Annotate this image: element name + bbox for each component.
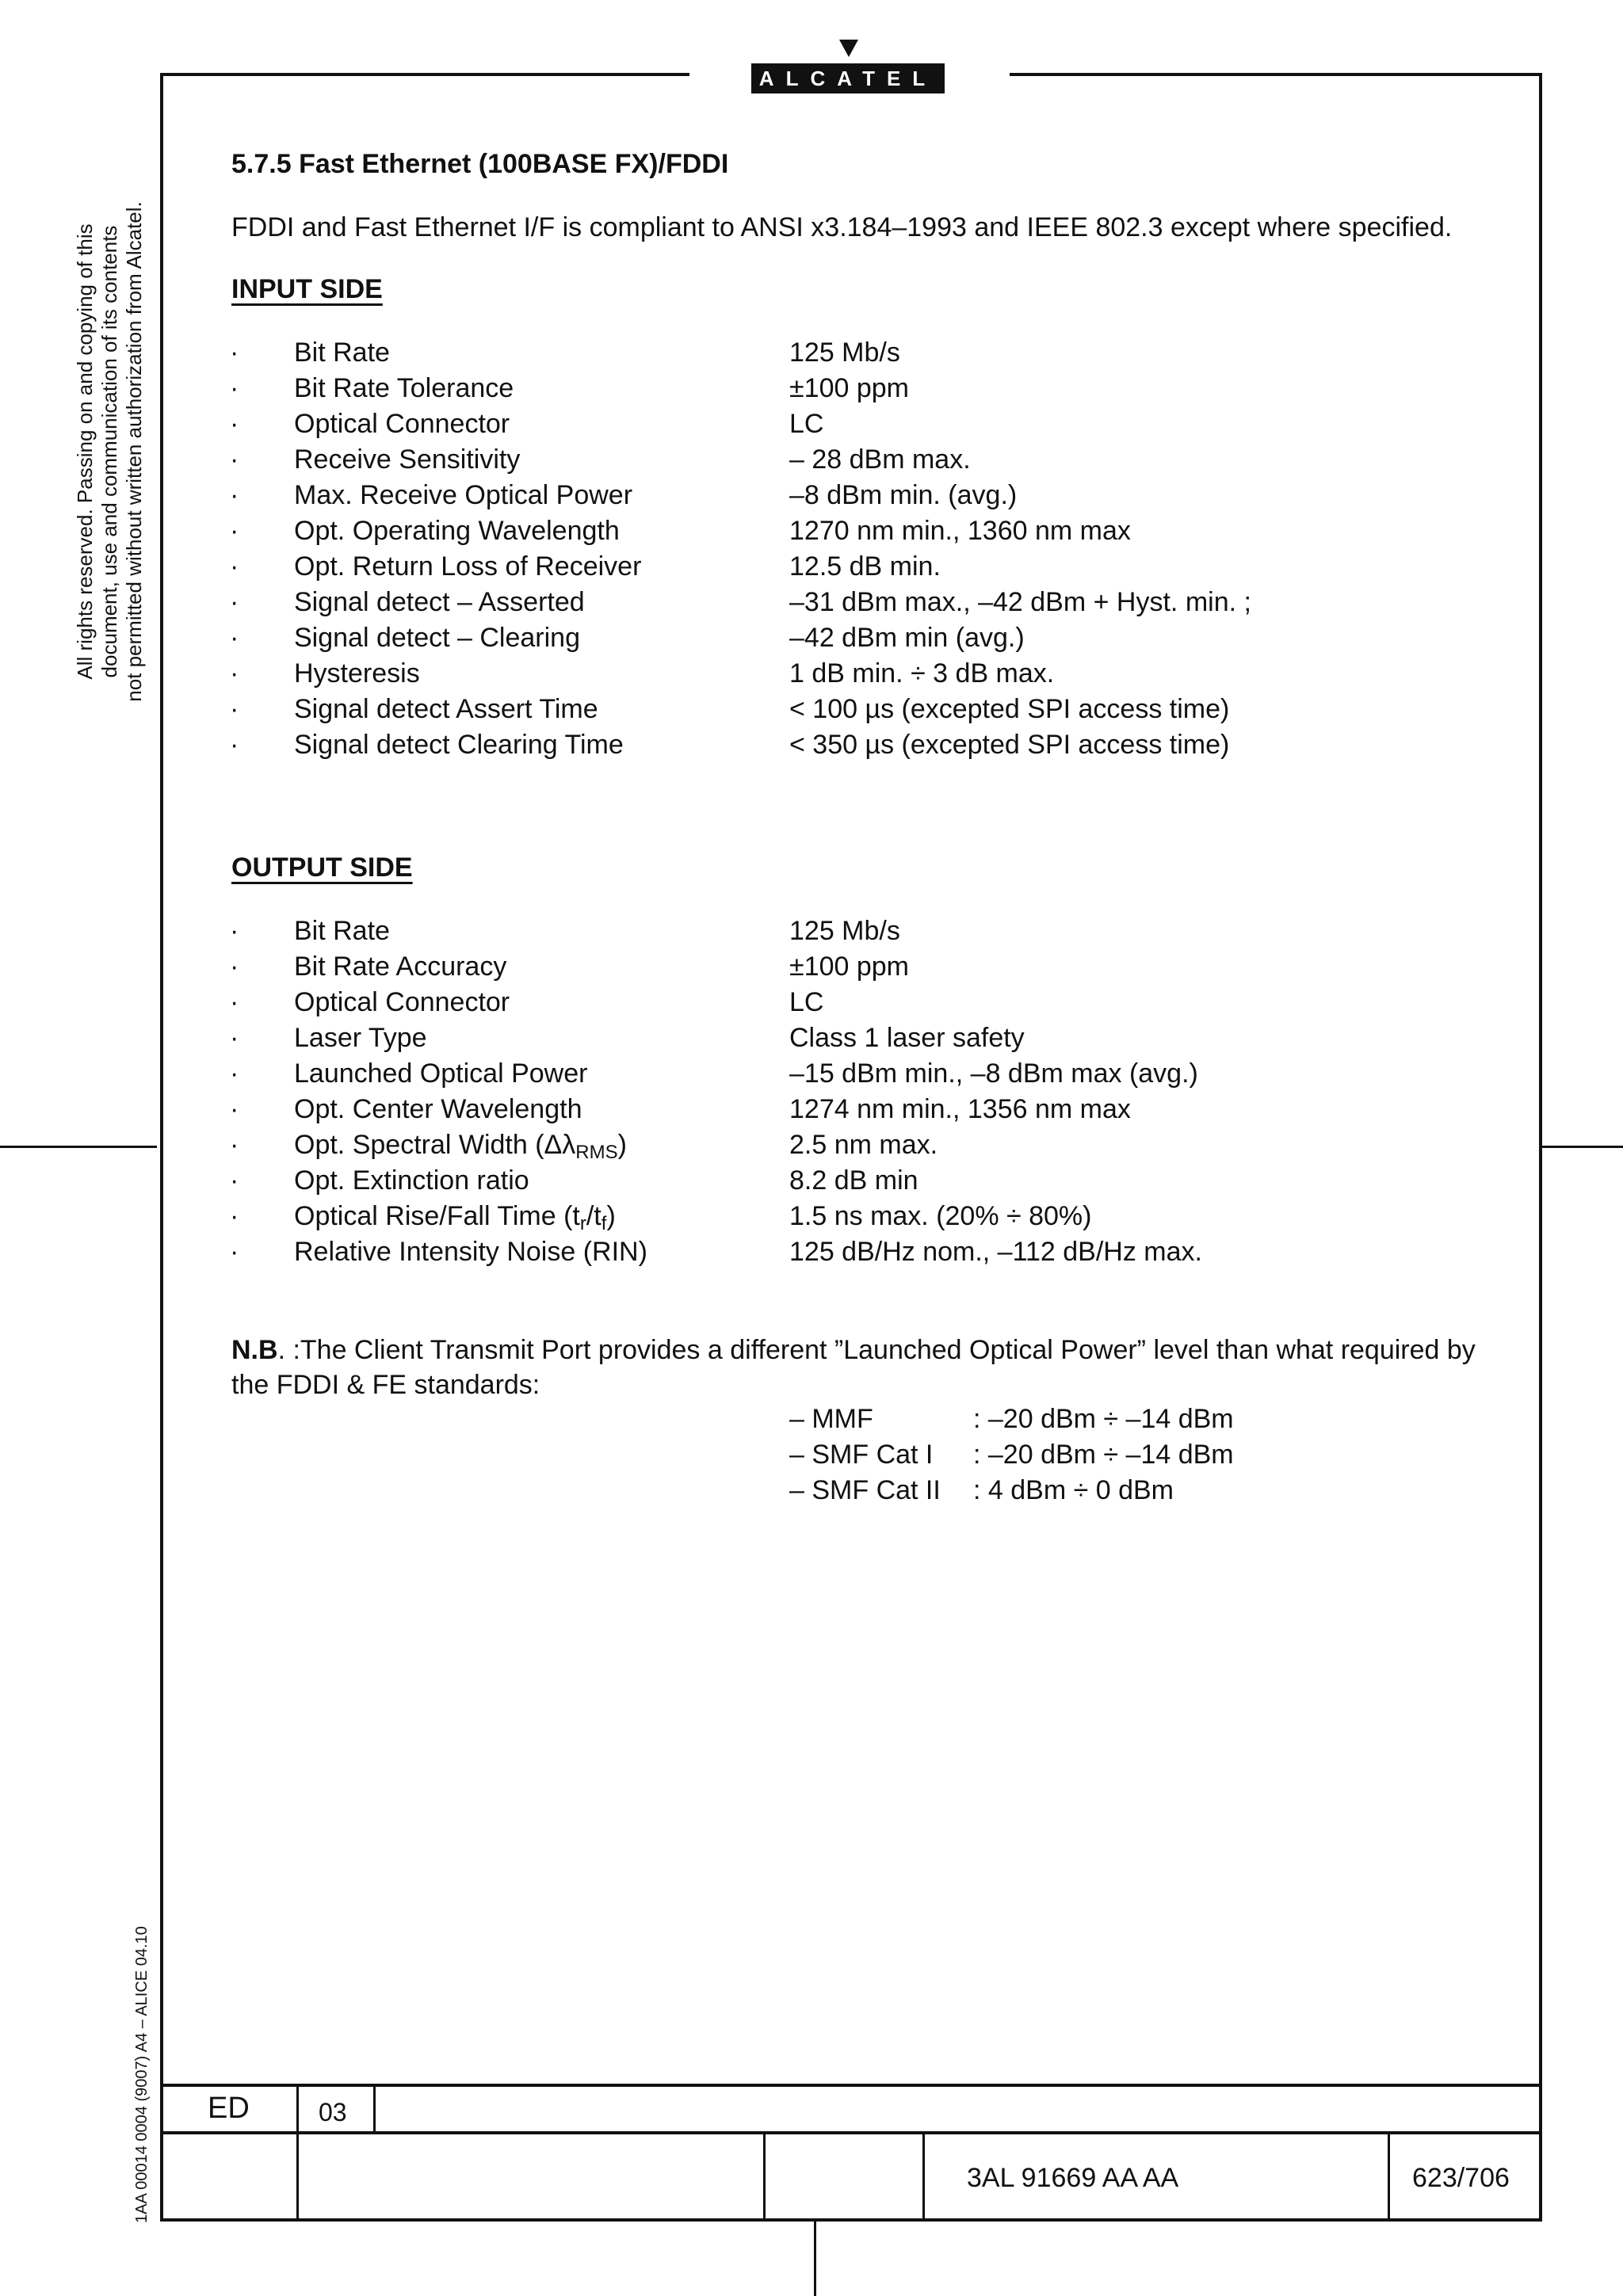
label-text: ) — [606, 1201, 616, 1231]
frame-top-border-right — [1010, 73, 1542, 76]
spec-label: Laser Type — [294, 1023, 427, 1053]
spec-value: LC — [789, 409, 824, 439]
spec-value: 12.5 dB min. — [789, 551, 941, 582]
note-text: . :The Client Transmit Port provides a different ”Launched Optical Power” level than what required by the FDDI & FE standards: — [231, 1335, 1476, 1400]
logo-triangle-icon — [839, 40, 858, 57]
spec-label: Max. Receive Optical Power — [294, 480, 633, 510]
edition-value: 03 — [319, 2098, 347, 2126]
fold-mark-bottom — [814, 2222, 816, 2296]
note-item-name: – SMF Cat I — [789, 1440, 934, 1470]
note-item-name: – SMF Cat II — [789, 1475, 941, 1505]
spec-label: Bit Rate — [294, 338, 390, 368]
spec-label: Optical Connector — [294, 987, 510, 1017]
spec-label: Signal detect – Clearing — [294, 623, 581, 653]
section-intro: FDDI and Fast Ethernet I/F is compliant to ANSI x3.184–1993 and IEEE 802.3 except where specified. — [231, 212, 1453, 242]
spec-value: 1 dB min. ÷ 3 dB max. — [789, 658, 1055, 688]
spec-value: ±100 ppm — [789, 952, 909, 982]
output-row — [230, 952, 1514, 986]
spec-label: Hysteresis — [294, 658, 420, 688]
note-item — [789, 1404, 1234, 1435]
input-row — [230, 623, 1514, 658]
spec-label: Bit Rate — [294, 916, 390, 946]
output-row — [230, 1058, 1514, 1093]
bullet: · — [230, 1201, 239, 1231]
spec-value: 125 Mb/s — [789, 916, 900, 946]
title-block-mid-line — [160, 2131, 1542, 2134]
spec-value: 1274 nm min., 1356 nm max — [789, 1094, 1131, 1124]
bullet: · — [230, 409, 239, 439]
note-paragraph — [231, 1333, 1499, 1402]
spec-label: Opt. Operating Wavelength — [294, 516, 620, 546]
output-row — [230, 1201, 1514, 1236]
bullet: · — [230, 516, 239, 546]
output-side-title: OUTPUT SIDE — [231, 852, 413, 883]
output-row — [230, 916, 1514, 951]
document-code: 3AL 91669 AA AA — [967, 2163, 1179, 2193]
bullet: · — [230, 338, 239, 368]
spec-value: 1270 nm min., 1360 nm max — [789, 516, 1131, 546]
label-subscript: f — [601, 1213, 607, 1234]
spec-label: Receive Sensitivity — [294, 444, 521, 475]
spec-value: ±100 ppm — [789, 373, 909, 403]
spec-value: 125 Mb/s — [789, 338, 900, 368]
label-subscript: r — [579, 1213, 586, 1234]
label-text: /t — [586, 1201, 601, 1231]
output-row — [230, 1094, 1514, 1129]
spec-label: Optical Connector — [294, 409, 510, 439]
page-number: 623/706 — [1412, 2163, 1510, 2193]
spec-value: 125 dB/Hz nom., –112 dB/Hz max. — [789, 1237, 1202, 1267]
output-row — [230, 1237, 1514, 1272]
input-row — [230, 587, 1514, 622]
bullet: · — [230, 444, 239, 475]
spec-label: Opt. Center Wavelength — [294, 1094, 582, 1124]
input-row — [230, 516, 1514, 551]
label-text: ) — [617, 1130, 627, 1160]
alcatel-logo: ALCATEL — [751, 63, 945, 93]
bullet: · — [230, 1023, 239, 1053]
spec-label: Bit Rate Accuracy — [294, 952, 507, 982]
input-row — [230, 480, 1514, 515]
spec-label: Opt. Return Loss of Receiver — [294, 551, 642, 582]
frame-left-border — [160, 73, 163, 2222]
note-item — [789, 1440, 1234, 1470]
frame-top-border-left — [160, 73, 689, 76]
spec-value: 2.5 nm max. — [789, 1130, 938, 1160]
title-block-divider — [1388, 2131, 1390, 2220]
label-subscript: RMS — [575, 1142, 618, 1163]
output-row — [230, 987, 1514, 1022]
bullet: · — [230, 373, 239, 403]
spec-value: – 28 dBm max. — [789, 444, 971, 475]
bullet: · — [230, 587, 239, 617]
copyright-notice — [73, 95, 147, 808]
bullet: · — [230, 1237, 239, 1267]
spec-value: 8.2 dB min — [789, 1165, 918, 1196]
spec-label — [294, 1201, 616, 1232]
input-row — [230, 730, 1514, 765]
bullet: · — [230, 551, 239, 582]
section-heading: 5.7.5 Fast Ethernet (100BASE FX)/FDDI — [231, 149, 729, 179]
copyright-line: document, use and communication of its contents — [97, 225, 121, 678]
copyright-line: All rights reserved. Passing on and copying of this — [73, 223, 97, 680]
label-text: Optical Rise/Fall Time (t — [294, 1201, 580, 1231]
spec-value: –31 dBm max., –42 dBm + Hyst. min. ; — [789, 587, 1251, 617]
spec-value: –15 dBm min., –8 dBm max (avg.) — [789, 1058, 1198, 1089]
bullet: · — [230, 694, 239, 724]
output-row — [230, 1165, 1514, 1200]
output-row — [230, 1130, 1514, 1165]
title-block-divider — [296, 2084, 299, 2220]
spec-value: < 350 µs (excepted SPI access time) — [789, 730, 1230, 760]
input-row — [230, 338, 1514, 372]
bullet: · — [230, 1058, 239, 1089]
fold-mark-right — [1542, 1146, 1623, 1148]
note-prefix: N.B — [231, 1335, 278, 1365]
spec-label: Bit Rate Tolerance — [294, 373, 514, 403]
bullet: · — [230, 658, 239, 688]
bullet: · — [230, 1130, 239, 1160]
input-row — [230, 551, 1514, 586]
spec-label: Signal detect – Asserted — [294, 587, 585, 617]
note-item — [789, 1475, 1174, 1506]
input-row — [230, 444, 1514, 479]
input-row — [230, 409, 1514, 444]
label-text: Opt. Spectral Width (Δλ — [294, 1130, 576, 1160]
form-code: 1AA 00014 0004 (9007) A4 – ALICE 04.10 — [133, 1926, 151, 2223]
copyright-line: not permitted without written authorization from Alcatel. — [122, 201, 146, 702]
fold-mark-left — [0, 1146, 157, 1148]
bullet: · — [230, 480, 239, 510]
note-item-value: : –20 dBm ÷ –14 dBm — [973, 1404, 1234, 1434]
spec-label — [294, 1130, 627, 1161]
input-row — [230, 658, 1514, 693]
spec-value: 1.5 ns max. (20% ÷ 80%) — [789, 1201, 1092, 1231]
spec-value: LC — [789, 987, 824, 1017]
bullet: · — [230, 987, 239, 1017]
spec-label: Launched Optical Power — [294, 1058, 588, 1089]
spec-value: < 100 µs (excepted SPI access time) — [789, 694, 1230, 724]
spec-value: –8 dBm min. (avg.) — [789, 480, 1018, 510]
input-row — [230, 694, 1514, 729]
spec-label: Signal detect Assert Time — [294, 694, 598, 724]
title-block-divider — [373, 2084, 376, 2133]
title-block-divider — [763, 2131, 766, 2220]
output-row — [230, 1023, 1514, 1058]
note-item-name: – MMF — [789, 1404, 873, 1434]
spec-label: Signal detect Clearing Time — [294, 730, 624, 760]
spec-label: Relative Intensity Noise (RIN) — [294, 1237, 647, 1267]
spec-label: Opt. Extinction ratio — [294, 1165, 529, 1196]
title-block-divider — [922, 2131, 925, 2220]
bullet: · — [230, 730, 239, 760]
note-item-value: : –20 dBm ÷ –14 dBm — [973, 1440, 1234, 1470]
spec-value: –42 dBm min (avg.) — [789, 623, 1025, 653]
bullet: · — [230, 916, 239, 946]
spec-value: Class 1 laser safety — [789, 1023, 1025, 1053]
title-block-top-line — [160, 2084, 1542, 2087]
bullet: · — [230, 1165, 239, 1196]
bullet: · — [230, 1094, 239, 1124]
bullet: · — [230, 623, 239, 653]
bullet: · — [230, 952, 239, 982]
note-item-value: : 4 dBm ÷ 0 dBm — [973, 1475, 1174, 1505]
frame-bottom-border — [160, 2218, 1542, 2222]
input-side-title: INPUT SIDE — [231, 274, 383, 304]
edition-label: ED — [208, 2092, 250, 2125]
input-row — [230, 373, 1514, 408]
